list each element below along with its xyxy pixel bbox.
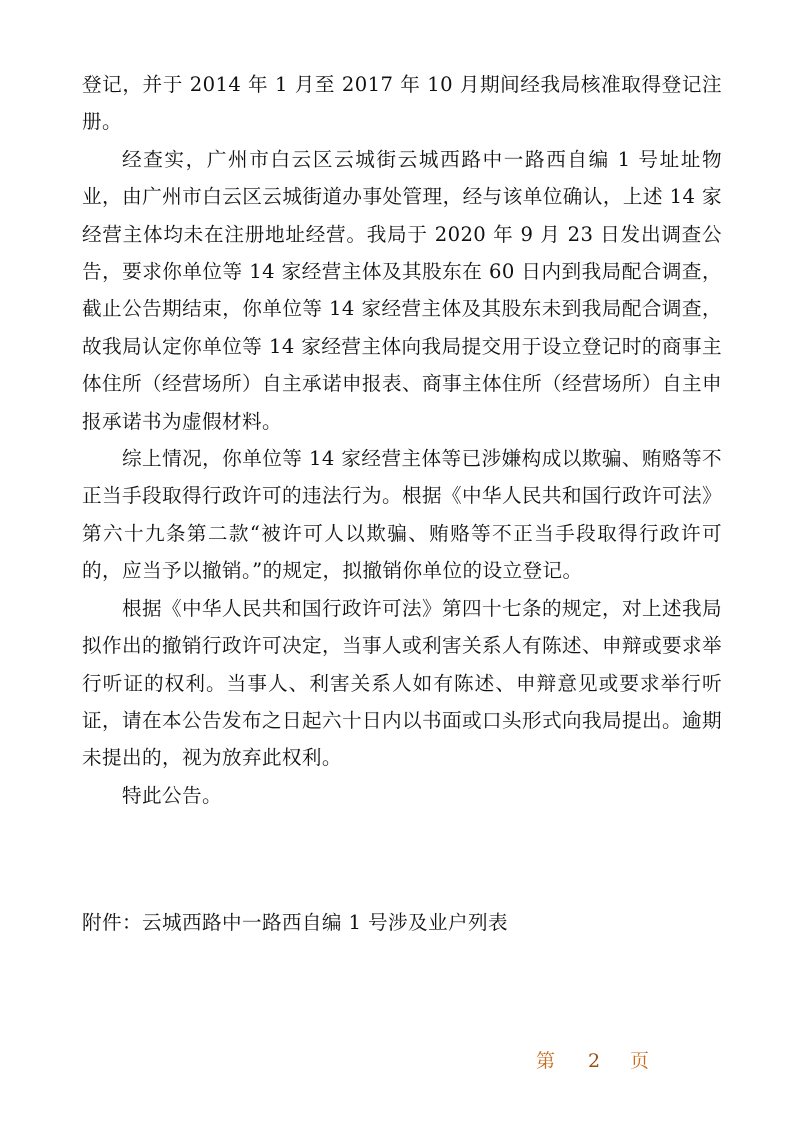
paragraph-violation-conclusion: 综上情况，你单位等 14 家经营主体等已涉嫌构成以欺骗、贿赂等不正当手段取得行政许可的违法行为。根据《中华人民共和国行政许可法》第六十九条第二款“被许可人以欺骗、贿赂等不正当手段取得行政许可的，应当予以撤销。”的规定，拟撤销你单位的设立登记。: [82, 447, 722, 583]
paragraph-registration-continuation: 登记，并于 2014 年 1 月至 2017 年 10 月期间经我局核准取得登记注册。: [82, 73, 722, 134]
attachment-line: 附件：云城西路中一路西自编 1 号涉及业户列表: [82, 911, 508, 934]
page-number-suffix: 页: [630, 1050, 650, 1072]
paragraph-hearing-rights: 根据《中华人民共和国行政许可法》第四十七条的规定，对上述我局拟作出的撤销行政许可决定，当事人或利害关系人有陈述、申辩或要求举行听证的权利。当事人、利害关系人如有陈述、申辩意见或要求举行听证，请在本公告发布之日起六十日内以书面或口头形式向我局提出。逾期未提出的，视为放弃此权利。: [82, 596, 722, 770]
paragraph-closing-notice: 特此公告。: [122, 783, 222, 807]
page-number: [536, 1046, 656, 1076]
page-number-prefix: 第: [536, 1050, 556, 1072]
paragraph-investigation-findings: 经查实，广州市白云区云城街云城西路中一路西自编 1 号址址物业，由广州市白云区云城街道办事处管理，经与该单位确认，上述 14 家经营主体均未在注册地址经营。我局于 2020 年 9 月 23 日发出调查公告，要求你单位等 14 家经营主体及其股东在 60 日内到我局配合调查，截止公告期结束，你单位等 14 家经营主体及其股东未到我局配合调查，故我局认定你单位等 14 家经营主体向我局提交用于设立登记时的商事主体住所（经营场所）自主承诺申报表、商事主体住所（经营场所）自主申报承诺书为虚假材料。: [82, 147, 722, 433]
document-body: [82, 66, 722, 814]
page-number-value: 2: [588, 1050, 601, 1072]
